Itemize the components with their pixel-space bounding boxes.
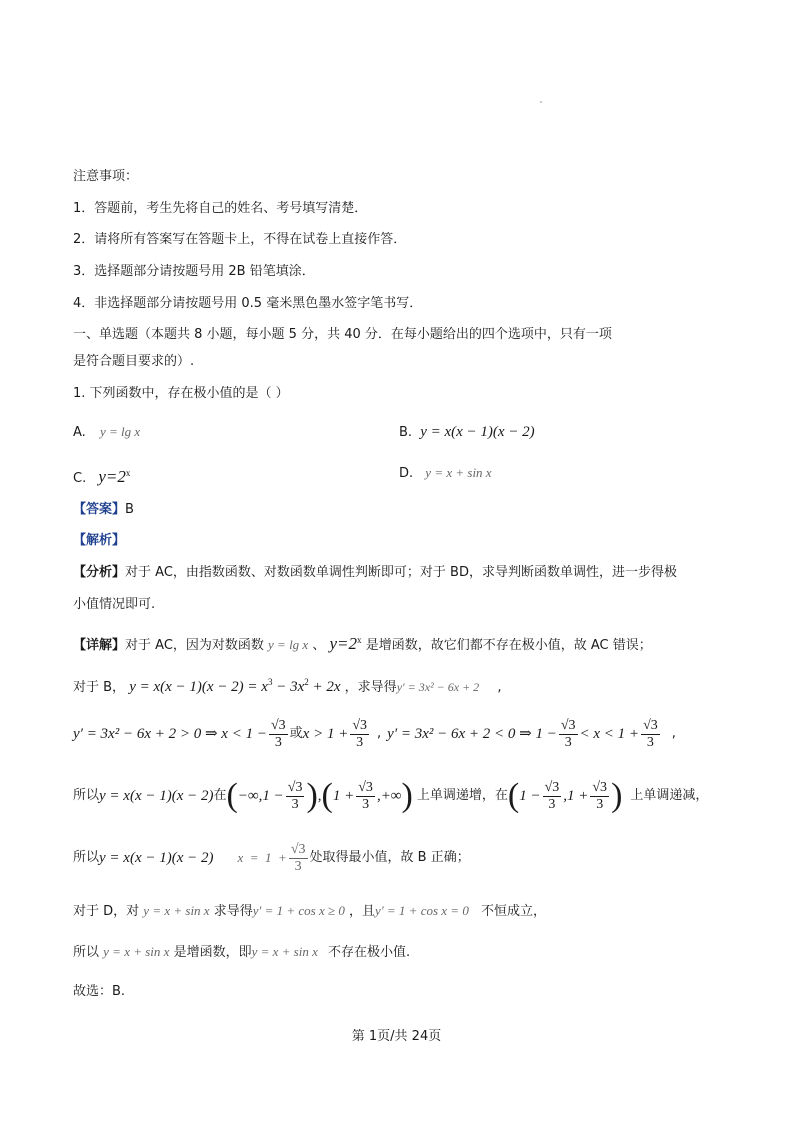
math-cubic-sup1: 3: [267, 677, 273, 687]
answer-value: B: [125, 502, 134, 517]
detail-line1: [73, 630, 652, 656]
math-cubic-sup2: 2: [304, 677, 309, 687]
option-d-label: D.: [399, 466, 414, 481]
math-lgx: y = lg x: [268, 637, 309, 652]
analysis-tag-text: 【解析】: [73, 533, 126, 548]
option-d[interactable]: [399, 463, 492, 484]
math-d-deriv-eq: y′ = 1 + cos x = 0: [375, 903, 469, 918]
option-a-expression: y = lg x: [99, 424, 141, 439]
option-b-expression: y = x(x − 1)(x − 2): [420, 424, 535, 440]
notice-item-1: 1．答题前，考生先将自己的姓名、考号填写清楚．: [73, 201, 368, 216]
detail-l2b: ，求导得: [344, 680, 397, 695]
frac-6-den: 3: [362, 796, 370, 812]
frac-1-num: √3: [270, 717, 286, 733]
frac-9: [289, 842, 308, 875]
frac-1-den: 3: [274, 734, 282, 750]
option-a-label: A.: [73, 425, 86, 440]
math-sinx-2: y = x + sin x: [103, 944, 170, 959]
frac-1: [269, 718, 288, 751]
math-sinx-3: y = x + sin x: [251, 944, 318, 959]
detail-l7c: 不存在极小值.: [328, 945, 411, 960]
math-d-deriv-ge: y′ = 1 + cos x ≥ 0: [252, 903, 345, 918]
answer-line: [73, 500, 134, 520]
detail-l1a: 对于 AC，因为对数函数: [125, 638, 264, 653]
detail-l3-comma1: ,: [377, 726, 382, 741]
math-cubic: [129, 679, 340, 695]
math-ineq2-lhs: y′ = 3x² − 6x + 2 < 0 ⇒ 1 −: [387, 726, 557, 742]
detail-l4a: 所以: [73, 788, 100, 803]
option-b[interactable]: [399, 422, 535, 443]
detail-l1b: 、: [312, 638, 326, 653]
detail-l6b: 求导得: [213, 904, 253, 919]
math-exp: [330, 634, 362, 653]
frac-6-num: √3: [358, 779, 373, 795]
detail-line5: [73, 836, 470, 881]
notice-item-3: 3．选择题部分请按题号用 2B 铅笔填涂．: [73, 264, 315, 279]
detail-line4: 所以y = x(x − 1)(x − 2)在(−∞,1 − $\frac{√3}{3}$ ),(1 + $\frac{√3}{3}$ ,+∞) 上单调递增，在(1 − $\frac{√3}{3}$ ,1 + $\frac{√3}{3}$ ) 上单调递减，: [73, 777, 709, 814]
answer-tag: 【答案】: [73, 502, 126, 517]
math-interval1-a: −∞,1 −: [237, 788, 284, 804]
analysis-tag: [73, 531, 125, 551]
detail-l5a: 所以: [73, 850, 100, 865]
frac-2-num: √3: [352, 717, 368, 733]
frac-3-den: 3: [564, 734, 572, 750]
fenxi-tag: 【分析】: [73, 565, 126, 580]
scan-dot: [540, 101, 542, 103]
detail-l7b: 是增函数，即: [173, 945, 252, 960]
notice-title: 注意事项：: [73, 169, 139, 184]
detail-l3-or: 或: [289, 726, 303, 741]
detail-line7: [73, 942, 410, 963]
notice-item-2: 2．请将所有答案写在答题卡上，不得在试卷上直接作答．: [73, 232, 407, 247]
math-interval2-b: ,+∞: [376, 788, 402, 804]
math-ineq1-mid: x > 1 +: [302, 726, 349, 742]
frac-9-num: √3: [290, 841, 306, 857]
math-xeq: x = 1 +: [237, 850, 287, 865]
detail-l3-comma2: ,: [671, 726, 676, 741]
option-c-base: y=2: [98, 467, 126, 486]
frac-5: [286, 780, 305, 813]
detail-l6d: 不恒成立，: [480, 904, 546, 919]
frac-4-num: √3: [643, 717, 658, 733]
question-stem: 1. 下列函数中，存在极小值的是（ ）: [73, 386, 289, 401]
math-deriv-gray: y′ = 3x² − 6x + 2: [396, 680, 480, 694]
frac-3: [559, 718, 578, 751]
detail-line6: [73, 901, 546, 922]
detail-l1c: 是增函数，故它们都不存在极小值，故 AC 错误；: [365, 638, 652, 653]
frac-8: [590, 780, 609, 813]
frac-9-den: 3: [294, 858, 302, 874]
option-b-label: B.: [399, 425, 413, 440]
detail-line3: [73, 712, 676, 757]
frac-4-den: 3: [646, 734, 654, 750]
math-cubic-c: + 2x: [308, 679, 341, 695]
option-a[interactable]: [73, 422, 140, 443]
frac-6: [356, 780, 375, 813]
frac-4: [641, 718, 660, 751]
detail-l4c: 上单调递增，在: [416, 788, 508, 803]
math-interval2-a: 1 +: [332, 788, 355, 804]
detail-l5b: 处取得最小值，故 B 正确；: [309, 850, 470, 865]
detail-l6c: ，且: [349, 904, 376, 919]
section-heading-line2: 是符合题目要求的）.: [73, 354, 195, 369]
fenxi-line1: [73, 563, 677, 583]
frac-3-num: √3: [560, 717, 576, 733]
math-exp-sup: x: [357, 635, 362, 645]
frac-5-num: √3: [287, 779, 303, 795]
frac-2: [350, 718, 369, 751]
option-c[interactable]: [73, 463, 130, 489]
math-cubic-b: − 3x: [272, 679, 305, 695]
frac-8-den: 3: [596, 796, 604, 812]
frac-7-den: 3: [548, 796, 556, 812]
fenxi-text1: 对于 AC，由指数函数、对数函数单调性判断即可；对于 BD，求导判断函数单调性，进一步得极: [125, 565, 677, 580]
page-footer: 第 1页/共 24页: [351, 1029, 442, 1044]
option-c-exponent: x: [125, 468, 131, 478]
frac-8-num: √3: [592, 779, 608, 795]
option-c-label: C.: [73, 471, 87, 486]
math-func-b-1: y = x(x − 1)(x − 2): [99, 788, 214, 804]
detail-l7a: 所以: [73, 945, 100, 960]
detail-line2: [73, 672, 501, 698]
fenxi-line2: 小值情况即可.: [73, 597, 156, 612]
option-c-expression: [98, 467, 130, 486]
math-cubic-a: y = x(x − 1)(x − 2) = x: [129, 679, 268, 695]
math-exp-base: y=2: [329, 634, 358, 653]
detail-l4d: 上单调递减，: [630, 788, 709, 803]
detail-l2-comma: ,: [497, 680, 502, 695]
math-comma-u: ,: [317, 788, 322, 804]
detail-tag: 【详解】: [73, 638, 126, 653]
frac-5-den: 3: [291, 796, 299, 812]
math-interval3-b: ,1 +: [563, 788, 589, 804]
option-d-expression: y = x + sin x: [425, 465, 492, 480]
detail-l6a: 对于 D，对: [73, 904, 140, 919]
section-heading-line1: 一、单选题（本题共 8 小题，每小题 5 分，共 40 分．在每小题给出的四个选项中，只有一项: [73, 327, 612, 342]
detail-l4b: 在: [213, 788, 227, 803]
math-sinx-1: y = x + sin x: [143, 903, 210, 918]
notice-item-4: 4．非选择题部分请按题号用 0.5 毫米黑色墨水签字笔书写．: [73, 296, 423, 311]
math-ineq2-mid: < x < 1 +: [579, 726, 640, 742]
math-func-b-2: y = x(x − 1)(x − 2): [99, 850, 214, 866]
frac-7: [543, 780, 562, 813]
detail-l2a: 对于 B，: [73, 680, 126, 695]
frac-7-num: √3: [544, 779, 560, 795]
frac-2-den: 3: [356, 734, 364, 750]
detail-line8: 故选：B.: [73, 984, 126, 999]
math-interval3-a: 1 −: [519, 788, 541, 804]
math-ineq1-lhs: y′ = 3x² − 6x + 2 > 0 ⇒ x < 1 −: [73, 726, 267, 742]
